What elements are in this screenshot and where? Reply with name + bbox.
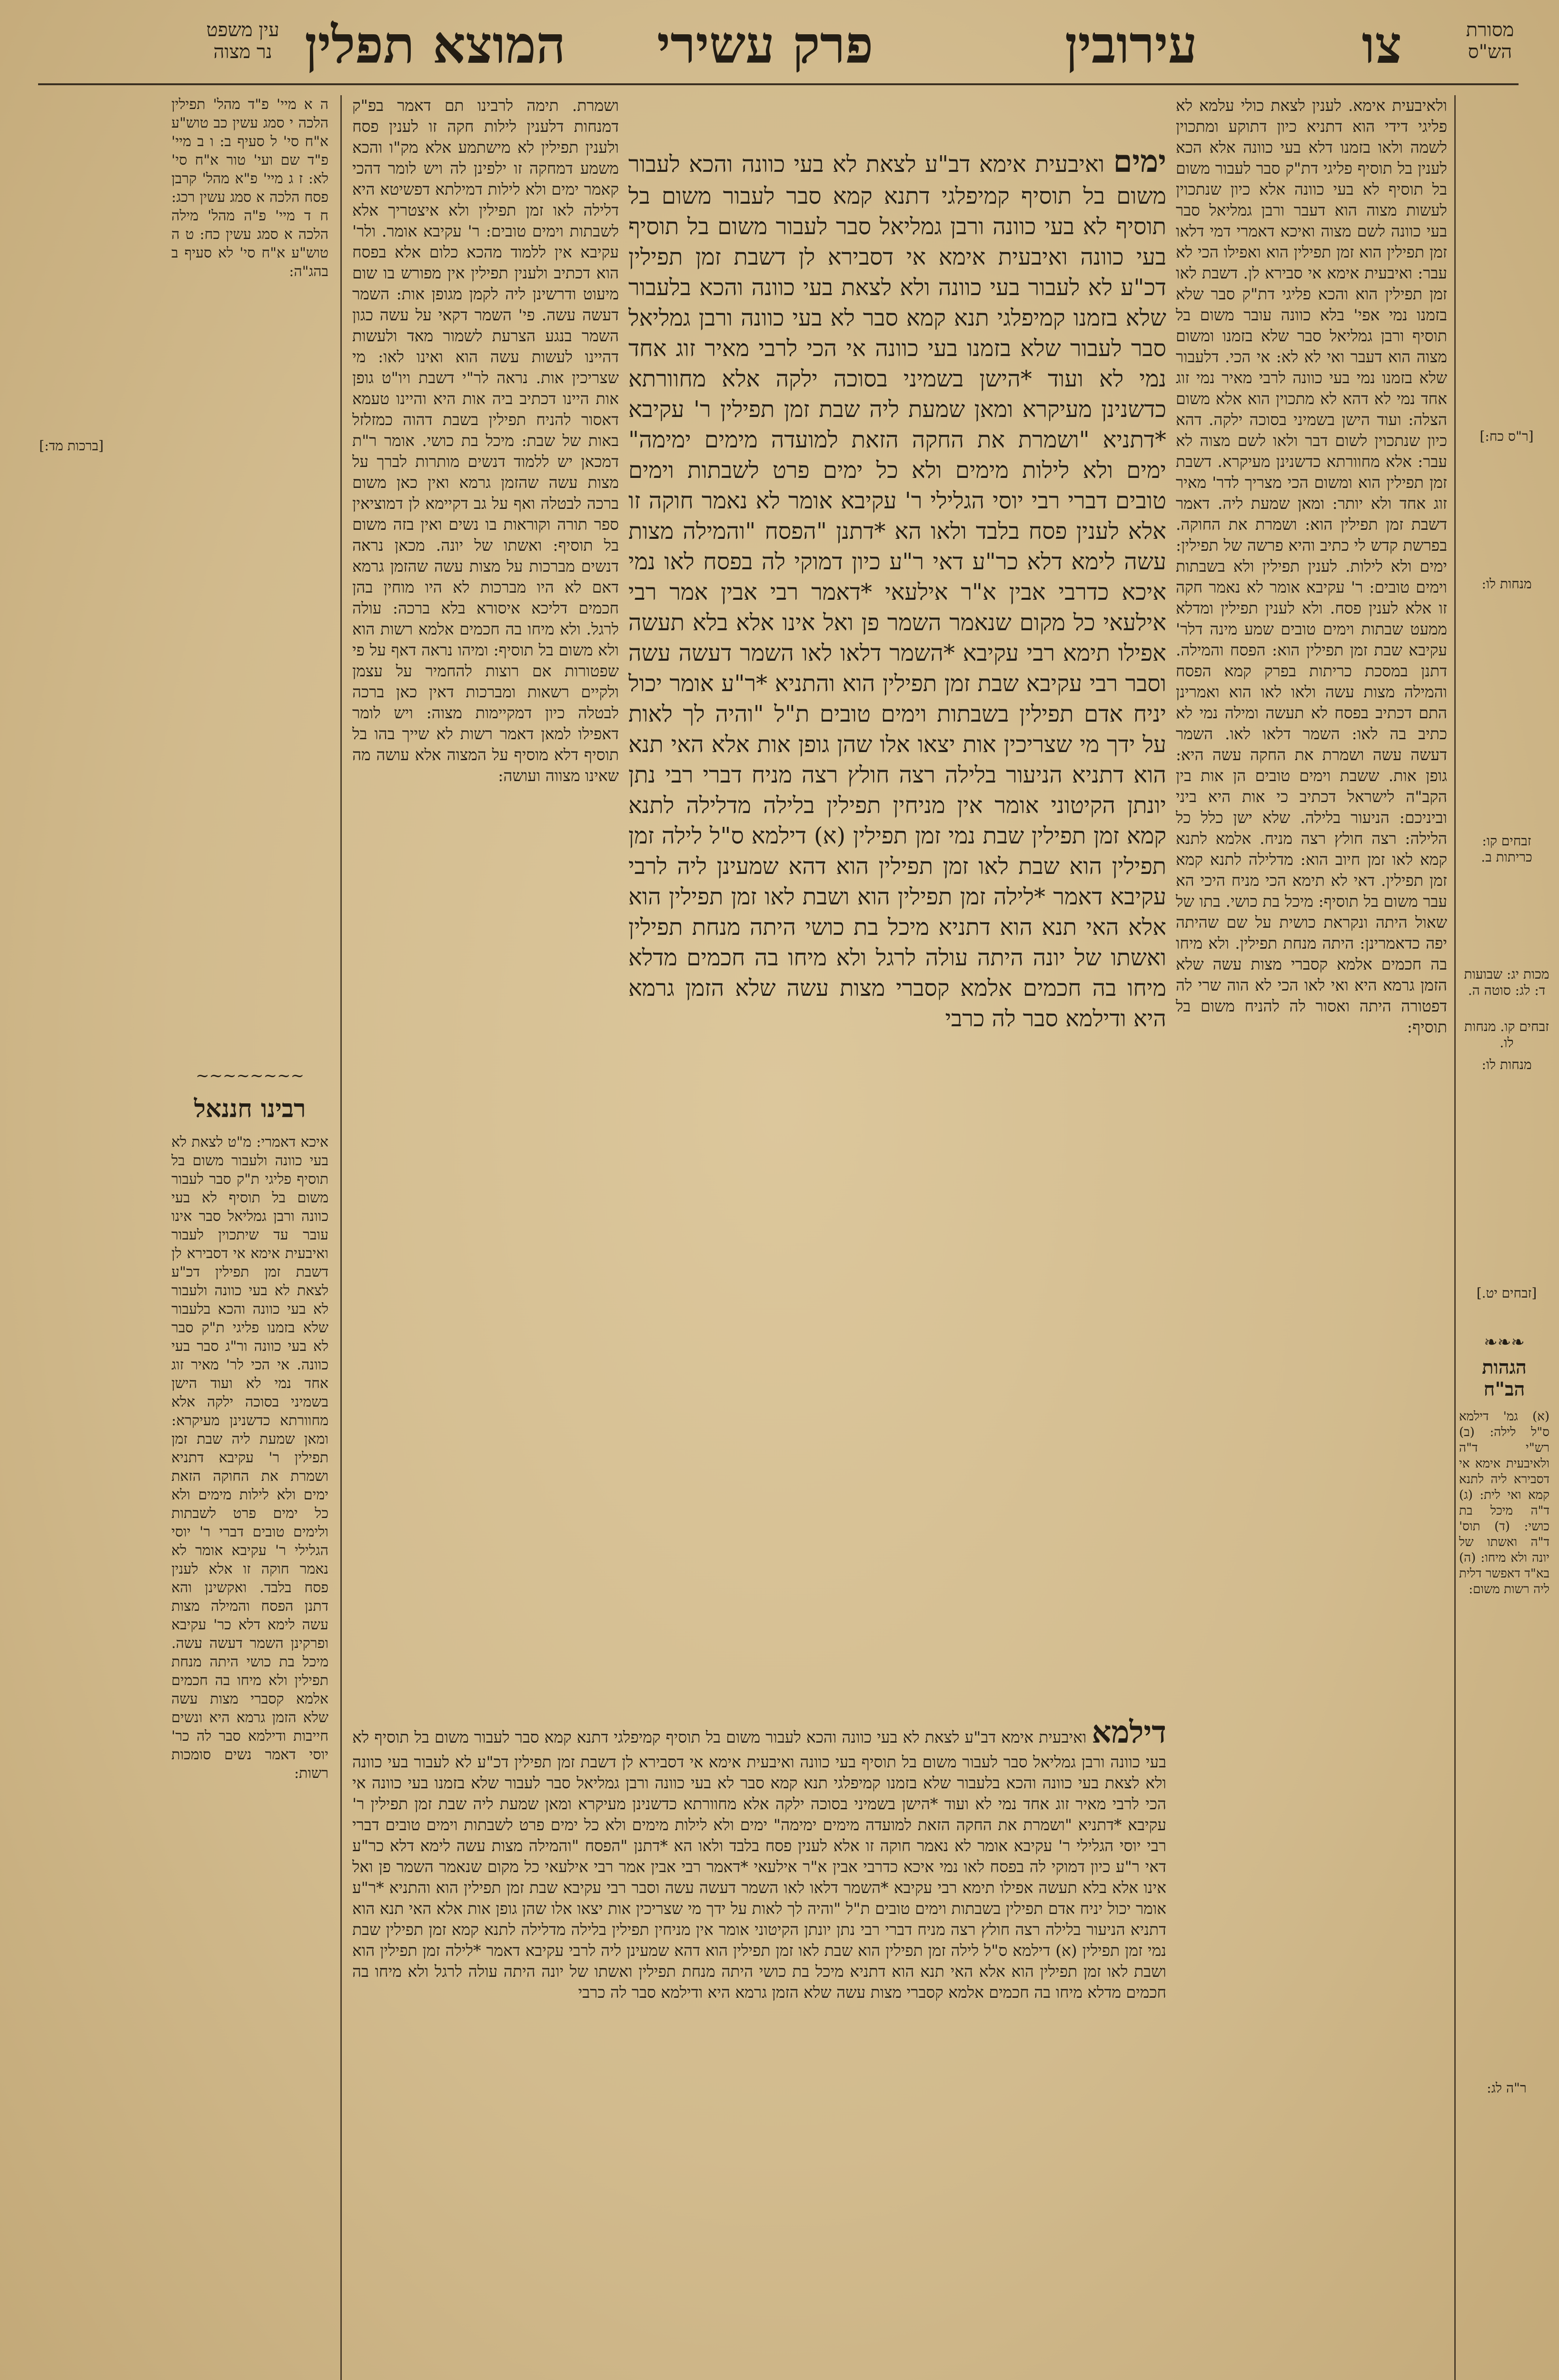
masoret-note-6: זבחים קו. מנחות לו. xyxy=(1464,1019,1549,1051)
masoret-heading: מסורת הש"ס xyxy=(1466,19,1514,63)
rashi-text: ולאיבעית אימא. לענין לצאת כולי עלמא לא פליגי דידי הוא דתניא כיון דתוקע ומתכוין לשמה ולאו בזמנו דלא בעי כוונה אלא הכא לענין בל תוסיף פליגי דת"ק סבר לעבור משום בל תוסיף לא בעי כוונה אלא כיון שנתכוין לעשות מצוה הוא דעבר ורבן גמליאל סבר בעי כוונה לשם מצוה ואיכא דאמרי דמי דלאו זמן תפילין הוא זמן תפילין הוא ואפילו הכי לא עבר: ואיבעית אימא אי סבירא לן. דשבת לאו זמן תפילין הוא והכא פליגי דת"ק סבר שלא בזמנו נמי אפי' בלא כוונה עובר משום בל תוסיף ורבן גמליאל סבר שלא בזמנו ומשום מצוה הוא דעבר ואי לא לא: אי הכי. דלעבור שלא בזמנו נמי בעי כוונה לרבי מאיר נמי זוג אחד נמי לא דהא לא מתכוין הוא אלא משום הצלה: ועוד הישן בשמיני בסוכה ילקה. דהא כיון שנתכוין לשום דבר ולאו לשם מצוה לא עבר: אלא מחוורתא כדשנינן מעיקרא. דשבת זמן תפילין הוא ומשום הכי מצריך לדר' מאיר זוג אחד ולא יותר: ומאן שמעת ליה. דאמר דשבת זמן תפילין הוא: ושמרת את החוקה. בפרשת קדש לי כתיב והיא פרשה של תפילין: ימים ולא לילות. לענין תפילין ולא בשבתות וימים טובים: ר' עקיבא אומר לא נאמר חקה זו אלא לענין פסח. ולא לענין תפילין ומדלא ממעט שבתות וימים טובים שמע מינה דלר' עקיבא שבת זמן תפילין הוא: הפסח והמילה. דתנן במסכת כריתות בפרק קמא הפסח והמילה מצות עשה ולאו לאו הוא ואמרינן התם דכתיב בפסח לא תעשה ומילה נמי לא כתיב בה לאו: השמר דלאו לאו. השמר דעשה עשה ושמרת את החקה עשה היא: גופן אות. ששבת וימים טובים הן אות בין הקב"ה לישראל דכתיב כי אות היא ביני וביניכם: הניעור בלילה. שלא ישן כלל כל הלילה: רצה חולץ רצה מניח. אלמא לתנא קמא לאו זמן חיוב הוא: מדלילה לתנא קמא זמן תפילין. דאי לא תימא הכי מניח היכי הא עבר משום בל תוסיף: מיכל בת כושי. בתו של שאול היתה ונקראת כושית על שם שהיתה יפה כדאמרינן: היתה מנחת תפילין. ולא מיחו בה חכמים אלמא קסברי מצות עשה שלא הזמן גרמא היא ואי לאו הכי לא הוה שרי לה דפטורה היתה ואסור לה להניח משום בל תוסיף: xyxy=(1176,96,1447,1036)
chapter-number-title: פרק עשירי xyxy=(657,15,874,75)
tosafot-column-lower xyxy=(352,1714,1166,2380)
ein-mishpat-column xyxy=(171,95,328,476)
tosafot-column-upper xyxy=(352,95,619,1380)
ein-mishpat-text: ה א מיי' פ"ד מהל' תפילין הלכה י סמג עשין כב טוש"ע א"ח סי' ל סעיף ב: ו ב מיי' פ"ד שם ועי' טור א"ח סי' לא: ז ג מיי' פ"א מהל' קרבן פסח הלכה א סמג עשין רכג: ח ד מיי' פ"ה מהל' מילה הלכה א סמג עשין כח: ט ה טוש"ע א"ח סי' לא סעיף ב בהג"ה: xyxy=(171,96,328,280)
masoret-note-3: [ברכות מד:] xyxy=(39,438,104,454)
column-divider-left xyxy=(340,95,342,2380)
masoret-note-1: [ר"ס כח:] xyxy=(1480,428,1534,444)
hagahot-column xyxy=(1459,1409,1549,1771)
masoret-note-9: ר"ה לג: xyxy=(1487,2080,1527,2096)
masoret-note-7: מנחות לו: xyxy=(1481,1057,1532,1072)
hagahot-ornament: ❧❧❧ xyxy=(1484,1333,1525,1352)
hagahot-title: הגהות הב"ח xyxy=(1482,1356,1527,1400)
ornament-divider: ~~~~~~~~ xyxy=(196,1066,304,1085)
header-rule xyxy=(38,83,1519,85)
hagahot-text: (א) גמ' דילמא ס"ל לילה: (ב) רש"י ד"ה ולאיבעית אימא אי דסבירא ליה לתנא קמא ואי לית: (ג) ד"ה מיכל בת כושי: (ד) תוס' ד"ה ואשתו של יונה ולא מיחו: (ה) בא"ד דאפשר דלית ליה רשות משום: xyxy=(1459,1409,1549,1597)
tosafot-lead-word: דילמא xyxy=(1092,1715,1166,1750)
tosafot-continuation: ואיבעית אימא דב"ע לצאת לא בעי כוונה והכא לעבור משום בל תוסיף קמיפלגי דתנא קמא סבר לעבור משום בל תוסיף לא בעי כוונה ורבן גמליאל סבר לעבור משום בל תוסיף בעי כוונה ואיבעית אימא אי דסבירא לן דשבת זמן תפילין דכ"ע לא לעבור בעי כוונה ולא לצאת בעי כוונה והכא בלעבור שלא בזמנו קמיפלגי תנא קמא סבר לא בעי כוונה ורבן גמליאל סבר לעבור שלא בזמנו בעי כוונה אי הכי לרבי מאיר זוג אחד נמי לא ועוד *הישן בשמיני בסוכה ילקה אלא מחוורתא כדשנינן מעיקרא ומאן שמעת ליה שבת זמן תפילין ר' עקיבא *דתניא "ושמרת את החקה הזאת למועדה מימים ימימה" ימים ולא לילות מימים ולא כל ימים פרט לשבתות וימים טובים דברי רבי יוסי הגלילי ר' עקיבא אומר לא נאמר חוקה זו אלא לענין פסח בלבד ולאו הא *דתנן "הפסח "והמילה מצות עשה לימא דלא כר"ע דאי ר"ע כיון דמוקי לה בפסח לאו נמי איכא כדרבי אבין א"ר אילעאי *דאמר רבי אבין אמר רבי אילעאי כל מקום שנאמר השמר פן ואל אינו אלא בלא תעשה אפילו תימא רבי עקיבא *השמר דלאו לאו השמר דעשה עשה וסבר רבי עקיבא שבת זמן תפילין הוא והתניא *ר"ע אומר יכול יניח אדם תפילין בשבתות וימים טובים ת"ל "והיה לך לאות על ידך מי שצריכין אות יצאו אלו שהן גופן אות אלא האי תנא הוא דתניא הניעור בלילה רצה חולץ רצה מניח דברי רבי נתן יונתן הקיטוני אומר אין מניחין תפילין בלילה מדלילה לתנא קמא זמן תפילין שבת נמי זמן תפילין (א) דילמא ס"ל לילה זמן תפילין הוא שבת לאו זמן תפילין הוא דהא שמעינן ליה לרבי עקיבא דאמר *לילה זמן תפילין הוא ושבת לאו זמן תפילין הוא אלא האי תנא הוא דתניא מיכל בת כושי היתה מנחת תפילין ואשתו של יונה היתה עולה לרגל ולא מיחו בה חכמים מדלא מיחו בה חכמים אלמא קסברי מצות עשה שלא הזמן גרמא היא ודילמא סבר לה כרבי xyxy=(352,1728,1166,2002)
gemara-column xyxy=(628,143,1166,1699)
rabbeinu-chananel-text: איכא דאמרי: מ"ט לצאת לא בעי כוונה ולעבור משום בל תוסיף פליגי ת"ק סבר לעבור משום בל תוסיף לא בעי כוונה ורבן גמליאל סבר אינו עובר עד שיתכוין לעבור ואיבעית אימא אי דסבירא לן דשבת זמן תפילין דכ"ע לצאת לא בעי כוונה ולעבור לא בעי כוונה והכא בלעבור שלא בזמנו פליגי ת"ק סבר לא בעי כוונה ור"ג סבר בעי כוונה. אי הכי לר' מאיר זוג אחד נמי לא ועוד הישן בשמיני בסוכה ילקה אלא מחוורתא כדשנינן מעיקרא: ומאן שמעת ליה שבת זמן תפילין ר' עקיבא דתניא ושמרת את החוקה הזאת ימים ולא לילות מימים ולא כל ימים פרט לשבתות ולימים טובים דברי ר' יוסי הגלילי ר' עקיבא אומר לא נאמר חוקה זו אלא לענין פסח בלבד. ואקשינן והא דתנן הפסח והמילה מצות עשה לימא דלא כר' עקיבא ופרקינן השמר דעשה עשה. מיכל בת כושי היתה מנחת תפילין ולא מיחו בה חכמים אלמא קסברי מצות עשה שלא הזמן גרמא היא ונשים חייבות ודילמא סבר לה כר' יוסי דאמר נשים סומכות רשות: xyxy=(171,1134,328,1782)
gemara-text: ואיבעית אימא דב"ע לצאת לא בעי כוונה והכא לעבור משום בל תוסיף קמיפלגי דתנא קמא סבר לעבור משום בל תוסיף לא בעי כוונה ורבן גמליאל סבר לעבור משום בל תוסיף בעי כוונה ואיבעית אימא אי דסבירא לן דשבת זמן תפילין דכ"ע לא לעבור בעי כוונה ולא לצאת בעי כוונה והכא בלעבור שלא בזמנו קמיפלגי תנא קמא סבר לא בעי כוונה ורבן גמליאל סבר לעבור שלא בזמנו בעי כוונה אי הכי לרבי מאיר זוג אחד נמי לא ועוד *הישן בשמיני בסוכה ילקה אלא מחוורתא כדשנינן מעיקרא ומאן שמעת ליה שבת זמן תפילין ר' עקיבא *דתניא "ושמרת את החקה הזאת למועדה מימים ימימה" ימים ולא לילות מימים ולא כל ימים פרט לשבתות וימים טובים דברי רבי יוסי הגלילי ר' עקיבא אומר לא נאמר חוקה זו אלא לענין פסח בלבד ולאו הא *דתנן "הפסח "והמילה מצות עשה לימא דלא כר"ע דאי ר"ע כיון דמוקי לה בפסח לאו נמי איכא כדרבי אבין א"ר אילעאי *דאמר רבי אבין אמר רבי אילעאי כל מקום שנאמר השמר פן ואל אינו אלא בלא תעשה אפילו תימא רבי עקיבא *השמר דלאו לאו השמר דעשה עשה וסבר רבי עקיבא שבת זמן תפילין הוא והתניא *ר"ע אומר יכול יניח אדם תפילין בשבתות וימים טובים ת"ל "והיה לך לאות על ידך מי שצריכין אות יצאו אלו שהן גופן אות אלא האי תנא הוא דתניא הניעור בלילה רצה חולץ רצה מניח דברי רבי נתן יונתן הקיטוני אומר אין מניחין תפילין בלילה מדלילה לתנא קמא זמן תפילין שבת נמי זמן תפילין (א) דילמא ס"ל לילה זמן תפילין הוא שבת לאו זמן תפילין הוא דהא שמעינן ליה לרבי עקיבא דאמר *לילה זמן תפילין הוא ושבת לאו זמן תפילין הוא אלא האי תנא הוא דתניא מיכל בת כושי היתה מנחת תפילין ואשתו של יונה היתה עולה לרגל ולא מיחו בה חכמים מדלא מיחו בה חכמים אלמא קסברי מצות עשה שלא הזמן גרמא היא ודילמא סבר לה כרבי xyxy=(628,151,1166,1032)
page-number: צו xyxy=(1361,15,1402,75)
masoret-note-2: מנחות לו: xyxy=(1481,576,1532,592)
column-divider-right xyxy=(1454,95,1456,2380)
rabbeinu-chananel-title: רבינו חננאל xyxy=(194,1094,306,1123)
chapter-name-title: המוצא תפלין xyxy=(305,15,566,75)
masoret-note-5: מכות יג: שבועות ד: לג: סוטה ה. xyxy=(1464,966,1549,998)
tractate-title: עירובין xyxy=(1064,15,1197,75)
masoret-note-8: [זבחים יט.] xyxy=(1476,1285,1537,1301)
tosafot-text: ושמרת. תימה לרבינו תם דאמר בפ"ק דמנחות דלענין לילות חקה זו לענין פסח ולענין תפילין לא מישתמע אלא מק"ו והכא משמע דמחקה זו ילפינן לה ויש לומר דהכי קאמר ימים ולא לילות דמילתא דפשיטא היא דלילה לאו זמן תפילין ולא איצטריך אלא לשבתות וימים טובים: ר' עקיבא אומר. ולר' עקיבא אין ללמוד מהכא כלום אלא בפסח הוא דכתיב ולענין תפילין אין מפורש בו שום מיעוט ודרשינן ליה לקמן מגופן אות: השמר דעשה עשה. פי' השמר דקאי על עשה כגון השמר בנגע הצרעת לשמור מאד ולעשות דהיינו לעשות עשה הוא ואינו לאו: מי שצריכין אות. נראה לר"י דשבת ויו"ט גופן אות היינו דכתיב ביה אות היא והיינו טעמא דאסור להניח תפילין בשבת דהוה כמזלזל באות של שבת: מיכל בת כושי. אומר ר"ת דמכאן יש ללמוד דנשים מותרות לברך על מצות עשה שהזמן גרמא ואין כאן משום ברכה לבטלה ואף על גב דקיימא לן דמוציאין ספר תורה וקוראות בו נשים ואין בזה משום בל תוסיף: ואשתו של יונה. מכאן נראה דנשים מברכות על מצות עשה שהזמן גרמא דאם לא היו מברכות לא היו מוחין בהן חכמים דליכא איסורא בלא ברכה: עולה לרגל. ולא מיחו בה חכמים אלמא רשות הוא ולא משום בל תוסיף: ומיהו נראה דאף על פי שפטורות אם רוצות להחמיר על עצמן ולקיים רשאות ומברכות דאין כאן ברכה לבטלה כיון דמקיימות מצוה: ויש לומר דאפילו למאן דאמר רשות לא שייך בהו בל תוסיף דלא מוסיף על המצוה אלא עושה מה שאינו מצווה ועושה: xyxy=(352,96,619,785)
rabbeinu-chananel-column xyxy=(171,1133,328,2380)
gemara-lead-word: ימים xyxy=(1113,144,1166,179)
ein-mishpat-heading: עין משפט נר מצוה xyxy=(206,19,279,63)
page-header xyxy=(0,14,1559,86)
rashi-column xyxy=(1176,95,1447,2323)
masoret-note-4: זבחים קו: כריתות ב. xyxy=(1481,833,1532,865)
